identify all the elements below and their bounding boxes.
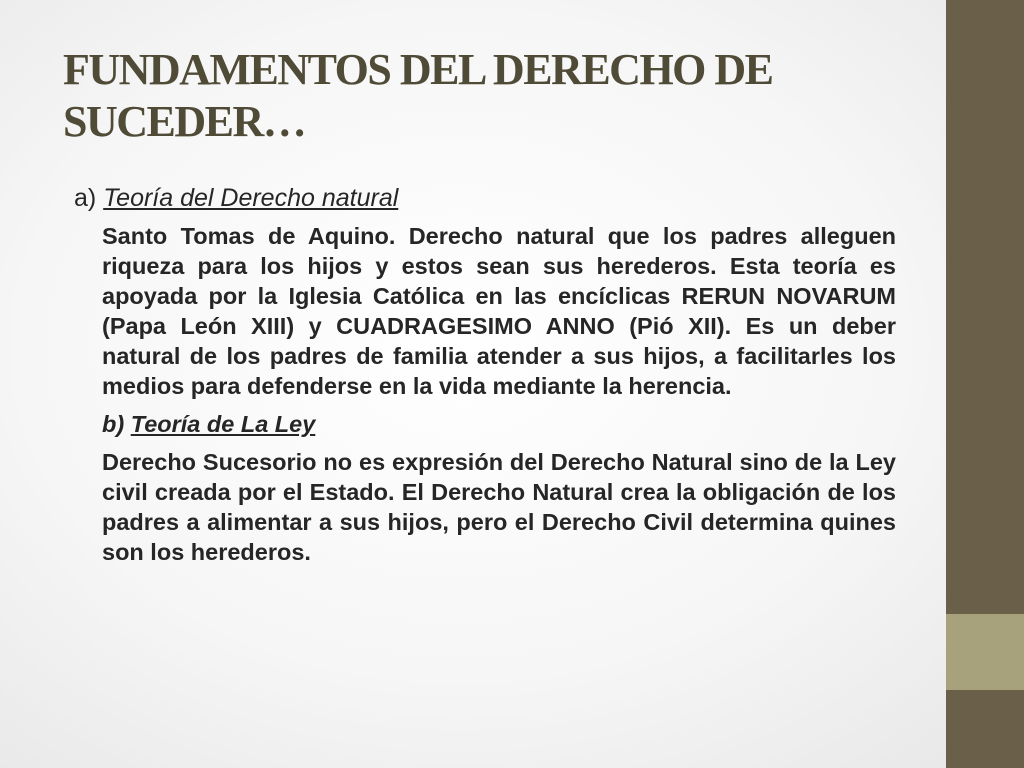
section-a-title: Teoría del Derecho natural [103, 184, 399, 212]
section-a-marker: a) [74, 184, 97, 212]
section-b-heading [102, 409, 896, 439]
slide-content [74, 183, 896, 567]
section-b-body: Derecho Sucesorio no es expresión del Derecho Natural sino de la Ley civil creada por el Estado. El Derecho Natural crea la obligación de los padres a alimentar a sus hijos, pero el Derecho Civil determina quines son los herederos. [102, 449, 896, 565]
section-b-marker: b) [102, 411, 125, 437]
sidebar-accent-block [946, 614, 1024, 690]
section-a-body: Santo Tomas de Aquino. Derecho natural que los padres alleguen riqueza para los hijos y estos sean sus herederos. Esta teoría es apoyada por la Iglesia Católica en las encíclicas RERUN NOVARUM (Papa León XIII) y CUADRAGESIMO ANNO (Pió XII). Es un deber natural de los padres de familia atender a sus hijos, a facilitarles los medios para defenderse en la vida mediante la herencia. [102, 223, 896, 399]
slide-title: FUNDAMENTOS DEL DERECHO DE SUCEDER… [63, 45, 773, 146]
section-b-title: Teoría de La Ley [130, 411, 316, 437]
section-a-heading [74, 183, 896, 213]
